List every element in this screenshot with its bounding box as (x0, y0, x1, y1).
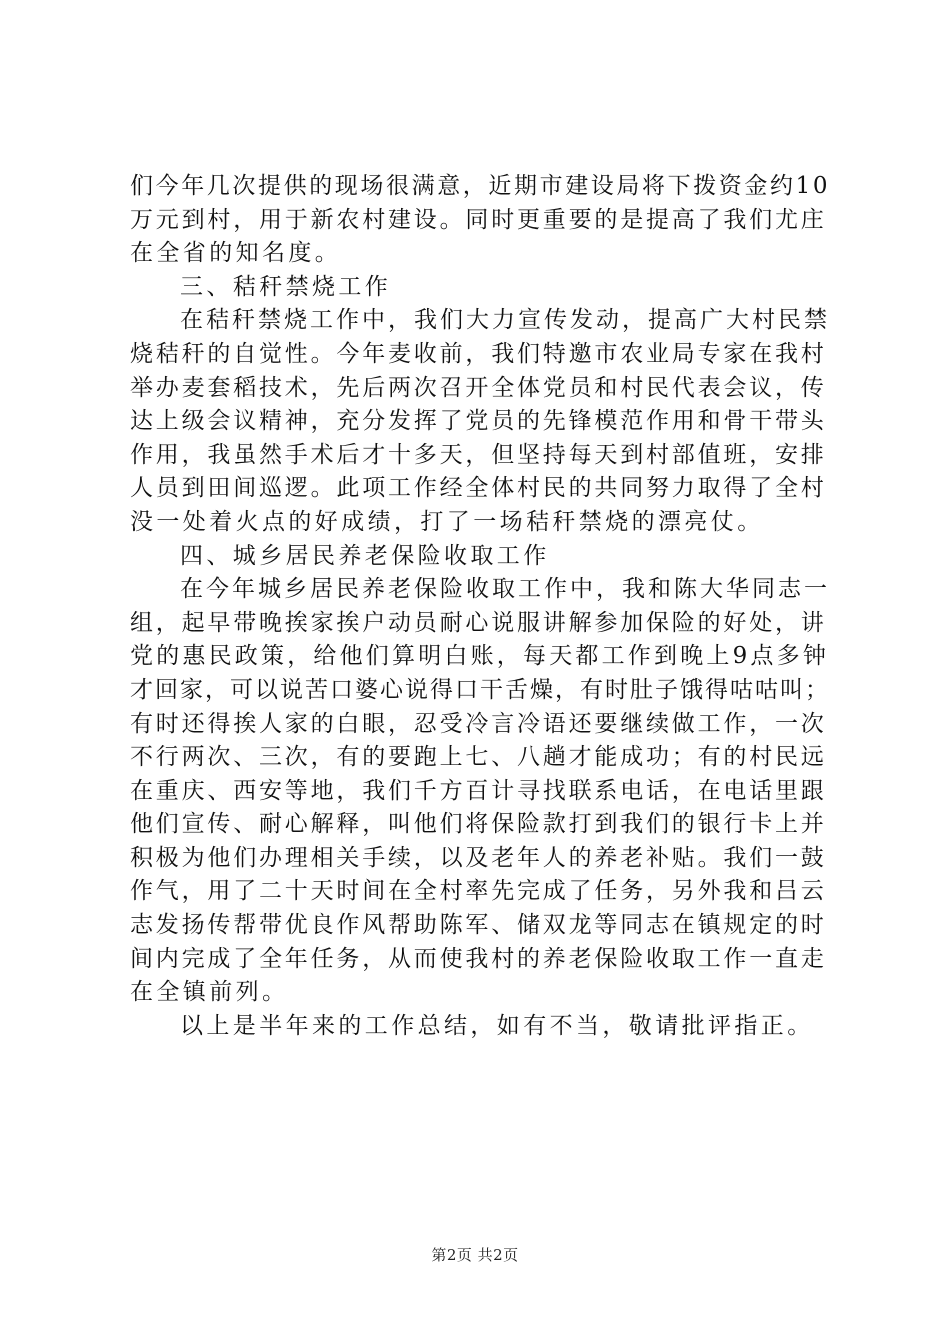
section-heading: 四、城乡居民养老保险收取工作 (180, 542, 550, 569)
text-line: 组，起早带晚挨家挨户动员耐心说服讲解参加保险的好处，讲 (130, 609, 827, 636)
text-line: 没一处着火点的好成绩，打了一场秸秆禁烧的漂亮仗。 (130, 508, 764, 535)
text-line: 在全镇前列。 (130, 979, 289, 1006)
text-line: 在全省的知名度。 (130, 240, 342, 267)
text-line: 间内完成了全年任务，从而使我村的养老保险收取工作一直走 (130, 945, 827, 972)
text-line: 志发扬传帮带优良作风帮助陈军、储双龙等同志在镇规定的时 (130, 912, 827, 939)
text-line: 有时还得挨人家的白眼，忍受冷言冷语还要继续做工作，一次 (130, 710, 827, 737)
text-line: 不行两次、三次，有的要跑上七、八趟才能成功；有的村民远 (130, 744, 827, 771)
text-line: 以上是半年来的工作总结，如有不当，敬请批评指正。 (180, 1012, 814, 1039)
text-line: 党的惠民政策，给他们算明白账，每天都工作到晚上9点多钟 (130, 643, 830, 670)
text-line: 他们宣传、耐心解释，叫他们将保险款打到我们的银行卡上并 (130, 811, 827, 838)
text-line: 们今年几次提供的现场很满意，近期市建设局将下拨资金约10 (130, 173, 831, 199)
text-line: 才回家，可以说苦口婆心说得口干舌燥，有时肚子饿得咕咕叫； (130, 676, 830, 703)
text-line: 举办麦套稻技术，先后两次召开全体党员和村民代表会议，传 (130, 374, 827, 401)
text-line: 烧秸秆的自觉性。今年麦收前，我们特邀市农业局专家在我村 (130, 340, 827, 367)
section-heading: 三、秸秆禁烧工作 (180, 273, 392, 300)
text-line: 在今年城乡居民养老保险收取工作中，我和陈大华同志一 (180, 576, 830, 603)
text-line: 作气，用了二十天时间在全村率先完成了任务，另外我和吕云 (130, 878, 827, 905)
text-line: 达上级会议精神，充分发挥了党员的先锋模范作用和骨干带头 (130, 408, 827, 435)
text-line: 积极为他们办理相关手续，以及老年人的养老补贴。我们一鼓 (130, 844, 827, 871)
text-line: 在秸秆禁烧工作中，我们大力宣传发动，提高广大村民禁 (180, 307, 830, 334)
document-body (130, 170, 830, 1043)
page-footer: 第2页 共2页 (431, 1246, 519, 1264)
text-line: 人员到田间巡逻。此项工作经全体村民的共同努力取得了全村 (130, 475, 827, 502)
text-line: 万元到村，用于新农村建设。同时更重要的是提高了我们尤庄 (130, 206, 827, 233)
text-line: 在重庆、西安等地，我们千方百计寻找联系电话，在电话里跟 (130, 777, 827, 804)
text-line: 作用，我虽然手术后才十多天，但坚持每天到村部值班，安排 (130, 441, 827, 468)
